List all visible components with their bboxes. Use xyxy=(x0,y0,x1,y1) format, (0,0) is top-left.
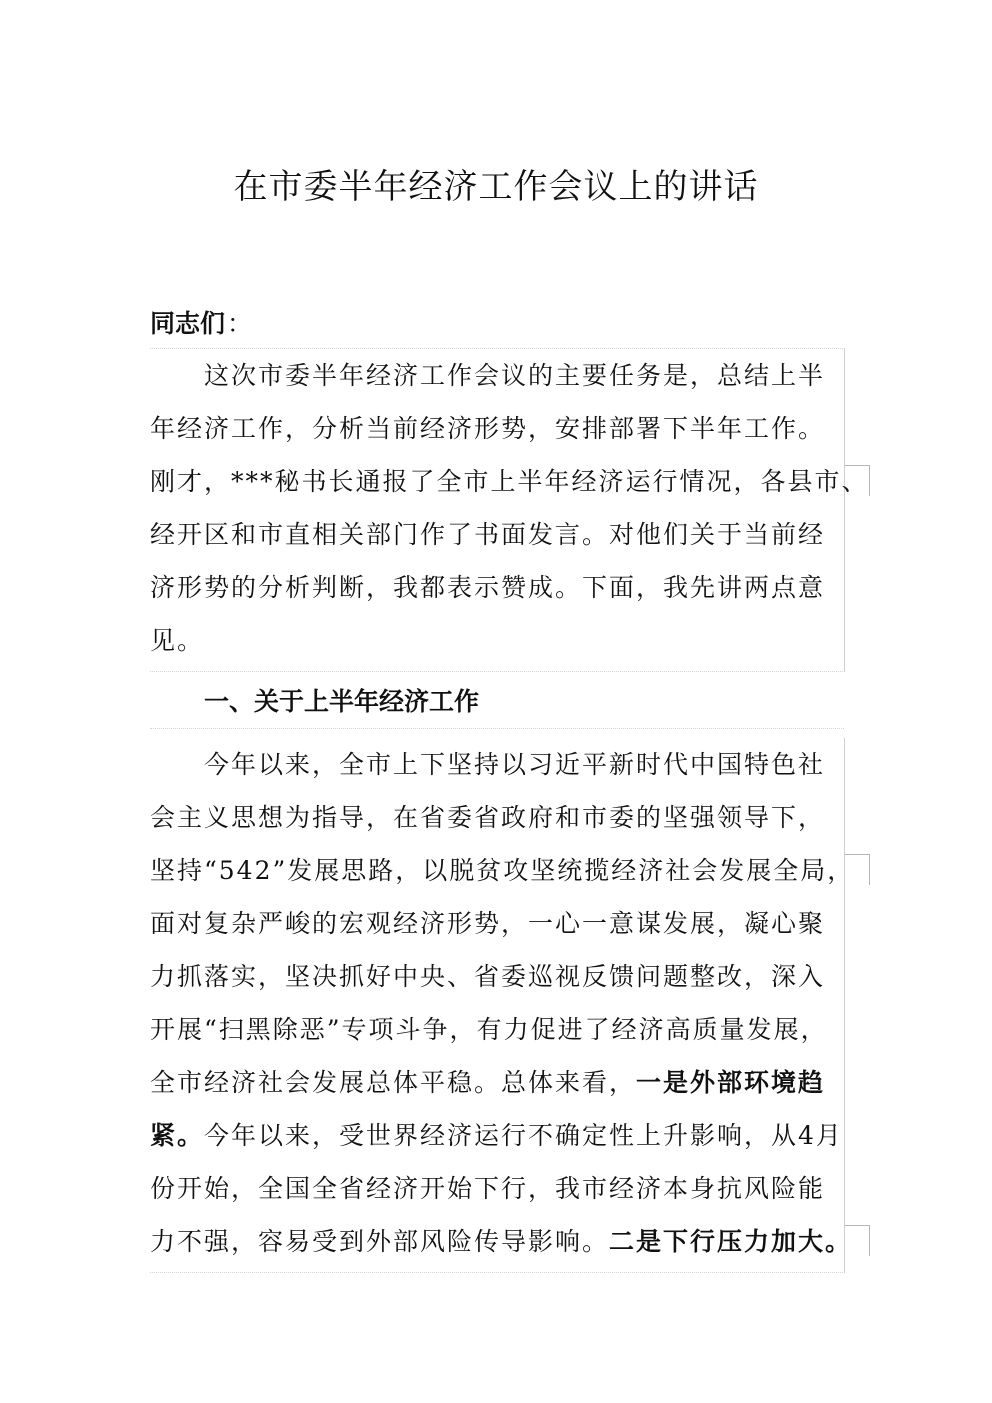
paragraph-line: 年经济工作，分析当前经济形势，安排部署下半年工作。 xyxy=(150,414,826,443)
paragraph-line: 经开区和市直相关部门作了书面发言。对他们关于当前经 xyxy=(150,520,826,549)
paragraph-line xyxy=(150,844,855,897)
paragraph-line xyxy=(150,455,869,508)
paragraph-line xyxy=(150,1109,844,1162)
paragraph-intro xyxy=(150,348,869,672)
line-overflow-mark xyxy=(845,854,870,885)
paragraph-line: 力抓落实，坚决抓好中央、省委巡视反馈问题整改，深入 xyxy=(150,962,826,991)
paragraph-line-text: 今年以来，受世界经济运行不确定性上升影响，从4月 xyxy=(204,1121,843,1150)
salutation xyxy=(150,302,252,346)
emphasis-point-one: 一是外部环境趋 xyxy=(636,1068,826,1097)
emphasis-point-two: 二是下行压力加大。 xyxy=(609,1227,853,1256)
document-title: 在市委半年经济工作会议上的讲话 xyxy=(233,167,759,207)
paragraph-line-text: 刚才，***秘书长通报了全市上半年经济运行情况，各县市、 xyxy=(150,467,869,496)
paragraph-line: 今年以来，全市上下坚持以习近平新时代中国特色社 xyxy=(204,750,826,779)
paragraph-line xyxy=(150,1215,853,1268)
paragraph-line: 开展“扫黑除恶”专项斗争，有力促进了经济高质量发展， xyxy=(150,1015,828,1044)
paragraph-line: 会主义思想为指导，在省委省政府和市委的坚强领导下， xyxy=(150,803,826,832)
paragraph-line-text: 全市经济社会发展总体平稳。总体来看， xyxy=(150,1068,637,1097)
salutation-colon: ： xyxy=(227,309,253,338)
section-heading: 一、关于上半年经济工作 xyxy=(204,687,480,716)
salutation-text: 同志们 xyxy=(150,309,226,338)
paragraph-line-text: 力不强，容易受到外部风险传导影响。 xyxy=(150,1227,610,1256)
line-overflow-mark xyxy=(845,465,870,496)
line-overflow-mark xyxy=(845,1225,870,1256)
paragraph-line: 份开始，全国全省经济开始下行，我市经济本身抗风险能 xyxy=(150,1174,826,1203)
paragraph-economy xyxy=(150,738,855,1273)
paragraph-line: 济形势的分析判断，我都表示赞成。下面，我先讲两点意 xyxy=(150,573,826,602)
paragraph-line: 见。 xyxy=(150,626,205,655)
paragraph-line-text: 坚持“542”发展思路，以脱贫攻坚统揽经济社会发展全局， xyxy=(150,856,855,885)
paragraph-line xyxy=(150,1056,844,1109)
section-heading-block xyxy=(150,676,844,729)
paragraph-line: 面对复杂严峻的宏观经济形势，一心一意谋发展，凝心聚 xyxy=(150,909,826,938)
paragraph-line: 这次市委半年经济工作会议的主要任务是，总结上半 xyxy=(204,361,826,390)
emphasis-point-one-end: 紧。 xyxy=(150,1121,205,1150)
